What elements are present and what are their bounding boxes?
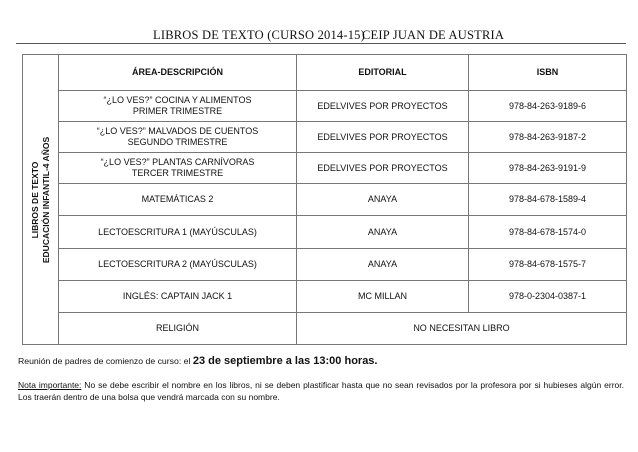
area-title: “¿LO VES?” MALVADOS DE CUENTOS bbox=[96, 126, 259, 136]
area-cell: LECTOESCRITURA 1 (MAYÚSCULAS) bbox=[59, 216, 297, 249]
header-editorial: EDITORIAL bbox=[297, 55, 469, 91]
table-row bbox=[23, 122, 627, 153]
area-cell bbox=[59, 153, 297, 184]
table-row bbox=[23, 153, 627, 184]
meeting-notice bbox=[18, 355, 377, 367]
table-row bbox=[23, 249, 627, 281]
document-title: LIBROS DE TEXTO (CURSO 2014-15) bbox=[153, 28, 365, 42]
school-name: CEIP JUAN DE AUSTRIA bbox=[362, 28, 505, 42]
isbn-cell: 978-84-263-9187-2 bbox=[469, 122, 627, 153]
editorial-cell: ANAYA bbox=[297, 249, 469, 281]
editorial-cell: ANAYA bbox=[297, 184, 469, 216]
editorial-cell: EDELVIVES POR PROYECTOS bbox=[297, 91, 469, 122]
meeting-prefix: Reunión de padres de comienzo de curso: el bbox=[18, 356, 193, 366]
side-label-cell bbox=[23, 55, 59, 345]
editorial-cell: MC MILLAN bbox=[297, 281, 469, 313]
merged-cell: NO NECESITAN LIBRO bbox=[297, 313, 627, 345]
editorial-cell: EDELVIVES POR PROYECTOS bbox=[297, 122, 469, 153]
area-title: “¿LO VES?” COCINA Y ALIMENTOS bbox=[103, 95, 252, 105]
header-isbn: ISBN bbox=[469, 55, 627, 91]
meeting-date: 23 de septiembre a las 13:00 horas. bbox=[192, 355, 378, 367]
table-row bbox=[23, 216, 627, 249]
area-term: TERCER TRIMESTRE bbox=[131, 168, 224, 178]
table-row bbox=[23, 313, 627, 345]
header-divider bbox=[16, 43, 626, 44]
isbn-cell: 978-84-678-1589-4 bbox=[469, 184, 627, 216]
editorial-cell: ANAYA bbox=[297, 216, 469, 249]
table-row bbox=[23, 91, 627, 122]
table-header-row bbox=[23, 55, 627, 91]
area-term: SEGUNDO TRIMESTRE bbox=[127, 137, 228, 147]
area-term: PRIMER TRIMESTRE bbox=[132, 106, 223, 116]
area-cell: LECTOESCRITURA 2 (MAYÚSCULAS) bbox=[59, 249, 297, 281]
area-cell: INGLÉS: CAPTAIN JACK 1 bbox=[59, 281, 297, 313]
side-label-line2: EDUCACIÓN INFANTIL-4 AÑOS bbox=[40, 136, 51, 263]
header-area: ÁREA-DESCRIPCIÓN bbox=[59, 55, 297, 91]
isbn-cell: 978-84-263-9191-9 bbox=[469, 153, 627, 184]
isbn-cell: 978-84-263-9189-6 bbox=[469, 91, 627, 122]
table-row bbox=[23, 281, 627, 313]
note-label: Nota importante: bbox=[18, 380, 82, 390]
area-cell: MATEMÁTICAS 2 bbox=[59, 184, 297, 216]
page-header bbox=[0, 24, 638, 44]
area-cell bbox=[59, 91, 297, 122]
isbn-cell: 978-0-2304-0387-1 bbox=[469, 281, 627, 313]
table-row bbox=[23, 184, 627, 216]
isbn-cell: 978-84-678-1574-0 bbox=[469, 216, 627, 249]
area-cell bbox=[59, 122, 297, 153]
area-cell: RELIGIÓN bbox=[59, 313, 297, 345]
editorial-cell: EDELVIVES POR PROYECTOS bbox=[297, 153, 469, 184]
side-label bbox=[30, 136, 52, 262]
isbn-cell: 978-84-678-1575-7 bbox=[469, 249, 627, 281]
textbook-table bbox=[22, 54, 627, 345]
side-label-line1: LIBROS DE TEXTO bbox=[29, 161, 40, 238]
important-note bbox=[18, 380, 624, 403]
note-text: No se debe escribir el nombre en los libros, ni se deben plastificar hasta que no sean revisados por la profesora por si hubieses algún error. Los traerán dentro de una bolsa que vendrá marcada con su nombre. bbox=[18, 380, 624, 402]
area-title: “¿LO VES?” PLANTAS CARNÍVORAS bbox=[100, 157, 255, 167]
